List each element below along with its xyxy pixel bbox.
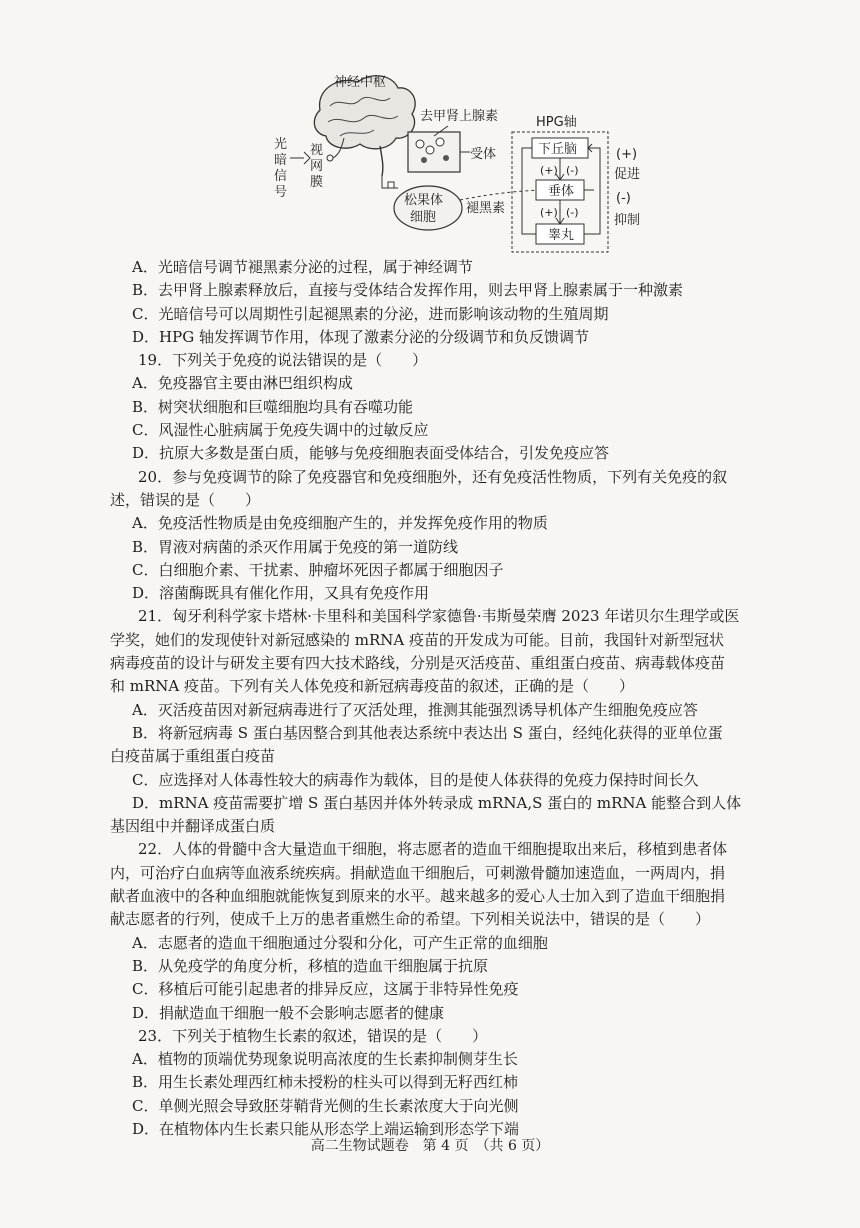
- text-line: 20．参与免疫调节的除了免疫器官和免疫细胞外，还有免疫活性物质，下列有关免疫的叙: [138, 467, 728, 486]
- pineal-cell-label-1: 松果体: [404, 193, 444, 208]
- text-line: B．树突状细胞和巨噬细胞均具有吞噬功能: [132, 397, 414, 416]
- legend-promote: 促进: [614, 167, 640, 182]
- text-line: 学奖，她们的发现使针对新冠感染的 mRNA 疫苗的开发成为可能。目前，我国针对新型冠状: [110, 630, 725, 649]
- text-line: D．HPG 轴发挥调节作用，体现了激素分泌的分级调节和负反馈调节: [132, 327, 589, 346]
- text-line: D．抗原大多数是蛋白质，能够与免疫细胞表面受体结合，引发免疫应答: [132, 444, 610, 463]
- text-line: 19．下列关于免疫的说法错误的是（ ）: [138, 351, 428, 370]
- question-text: [110, 256, 810, 1141]
- text-line: 白疫苗属于重组蛋白疫苗: [110, 747, 276, 766]
- svg-text:号: 号: [274, 185, 288, 200]
- minus-mark-2: (-): [566, 206, 579, 219]
- svg-text:网: 网: [310, 159, 324, 174]
- text-line: 献志愿者的行列，使成千上万的患者重燃生命的希望。下列相关说法中，错误的是（ ）: [110, 910, 711, 929]
- hypothalamus-label: 下丘脑: [538, 142, 578, 157]
- text-line: A．植物的顶端优势现象说明高浓度的生长素抑制侧芽生长: [132, 1050, 518, 1069]
- text-line: A．灭活疫苗因对新冠病毒进行了灭活处理，推测其能强烈诱导机体产生细胞免疫应答: [132, 700, 698, 719]
- text-line: 21．匈牙利科学家卡塔林·卡里科和美国科学家德鲁·韦斯曼荣膺 2023 年诺贝尔生理学或医: [138, 607, 740, 626]
- text-line: A．免疫活性物质是由免疫细胞产生的，并发挥免疫作用的物质: [132, 514, 548, 533]
- text-line: B．从免疫学的角度分析，移植的造血干细胞属于抗原: [132, 956, 489, 975]
- svg-text:暗: 暗: [274, 153, 288, 168]
- hpg-axis-label: HPG轴: [536, 115, 577, 130]
- text-line: C．风湿性心脏病属于免疫失调中的过敏反应: [132, 421, 429, 440]
- pineal-cell-label-2: 细胞: [410, 210, 437, 225]
- svg-text:信: 信: [274, 169, 288, 184]
- eye-icon: [327, 155, 333, 161]
- text-line: B．去甲肾上腺素释放后，直接与受体结合发挥作用，则去甲肾上腺素属于一种激素: [132, 281, 684, 300]
- text-line: 献者血液中的各种血细胞就能恢复到原来的水平。越来越多的爱心人士加入到了造血干细胞捐: [110, 887, 726, 906]
- text-line: 22．人体的骨髓中含大量造血干细胞，将志愿者的造血干细胞提取出来后，移植到患者体: [138, 840, 728, 859]
- legend-inhibit: 抑制: [614, 213, 640, 228]
- text-line: D．溶菌酶既具有催化作用，又具有免疫作用: [132, 584, 430, 603]
- text-line: 基因组中并翻译成蛋白质: [110, 817, 276, 836]
- melatonin-label: 褪黑素: [466, 201, 506, 216]
- synapse-icon: [408, 126, 460, 172]
- norepinephrine-label: 去甲肾上腺素: [420, 109, 499, 124]
- retina-label: [310, 143, 323, 190]
- text-line: A．志愿者的造血干细胞通过分裂和分化，可产生正常的血细胞: [132, 933, 548, 952]
- svg-text:光: 光: [274, 137, 288, 152]
- diagram-svg: [270, 66, 640, 256]
- pituitary-label: 垂体: [548, 184, 575, 199]
- text-line: A．免疫器官主要由淋巴组织构成: [132, 374, 353, 393]
- text-line: 病毒疫苗的设计与研发主要有四大技术路线，分别是灭活疫苗、重组蛋白疫苗、病毒载体疫苗: [110, 654, 726, 673]
- text-line: B．用生长素处理西红柿未授粉的柱头可以得到无籽西红柿: [132, 1073, 519, 1092]
- text-line: D．捐献造血干细胞一般不会影响志愿者的健康: [132, 1003, 445, 1022]
- plus-mark-2: (+): [540, 206, 558, 219]
- text-line: 23．下列关于植物生长素的叙述，错误的是（ ）: [138, 1026, 488, 1045]
- plus-mark-1: (+): [540, 164, 558, 177]
- text-line: B．将新冠病毒 S 蛋白基因整合到其他表达系统中表达出 S 蛋白，经纯化获得的亚单位蛋: [132, 723, 723, 742]
- svg-text:视: 视: [310, 143, 324, 158]
- svg-text:膜: 膜: [310, 175, 324, 190]
- text-line: C．应选择对人体毒性较大的病毒作为载体，目的是使人体获得的免疫力保持时间长久: [132, 770, 699, 789]
- text-line: 述，错误的是（ ）: [110, 490, 261, 509]
- testis-label: 睾丸: [548, 228, 575, 243]
- page-footer: 高二生物试题卷 第 4 页 （共 6 页）: [310, 1138, 550, 1154]
- text-line: 内，可治疗白血病等血液系统疾病。捐献造血干细胞后，可刺激骨髓加速造血，一两周内，捐: [110, 863, 726, 882]
- text-line: D．在植物体内生长素只能从形态学上端运输到形态学下端: [132, 1119, 520, 1138]
- text-line: D．mRNA 疫苗需要扩增 S 蛋白基因并体外转录成 mRNA,S 蛋白的 mRNA 能整合到人体: [132, 793, 742, 812]
- text-line: C．移植后可能引起患者的排异反应，这属于非特异性免疫: [132, 980, 519, 999]
- light-signal-label: [274, 136, 287, 200]
- text-line: C．单侧光照会导致胚芽鞘背光侧的生长素浓度大于向光侧: [132, 1096, 519, 1115]
- legend-minus: (-): [616, 191, 631, 206]
- nerve-center-label: 神经中枢: [334, 75, 387, 90]
- receptor-label: 受体: [470, 147, 497, 162]
- text-line: A．光暗信号调节褪黑素分泌的过程，属于神经调节: [132, 258, 473, 276]
- text-line: B．胃液对病菌的杀灭作用属于免疫的第一道防线: [132, 537, 459, 556]
- legend-plus: (+): [616, 147, 638, 162]
- hpg-axis-diagram: [270, 66, 640, 256]
- text-line: 和 mRNA 疫苗。下列有关人体免疫和新冠病毒疫苗的叙述，正确的是（ ）: [110, 677, 635, 696]
- text-line: C．白细胞介素、干扰素、肿瘤坏死因子都属于细胞因子: [132, 560, 504, 579]
- text-line: C．光暗信号可以周期性引起褪黑素的分泌，进而影响该动物的生殖周期: [132, 304, 609, 323]
- minus-mark-1: (-): [566, 164, 579, 177]
